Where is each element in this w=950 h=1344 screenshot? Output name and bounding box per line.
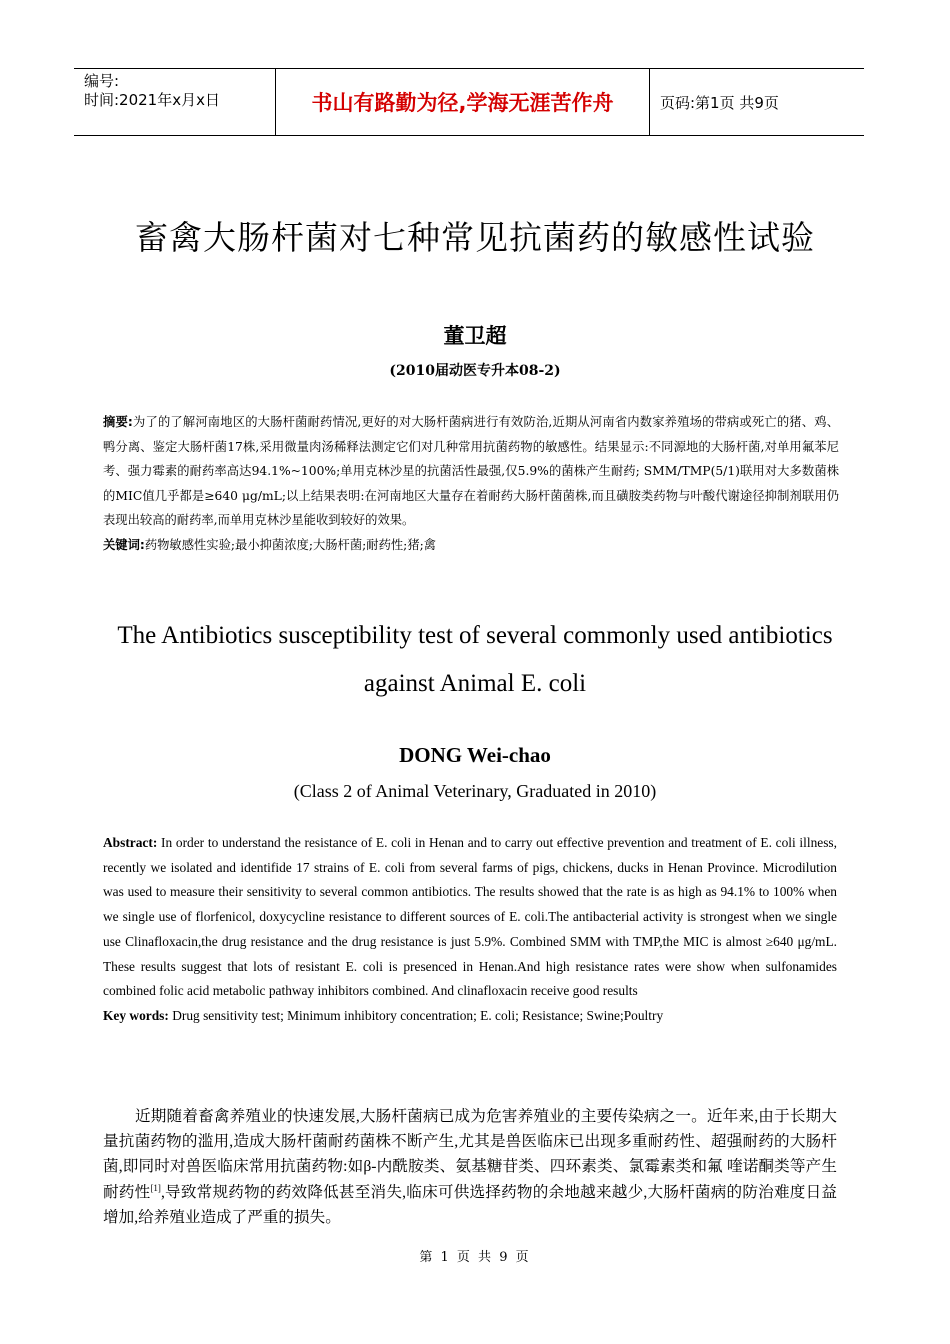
keywords-english-paragraph [103, 1004, 837, 1029]
document-time-label: 时间:2021年x月x日 [84, 91, 220, 109]
abstract-chinese-label: 摘要: [103, 415, 133, 429]
keywords-chinese-text: 药物敏感性实验;最小抑菌浓度;大肠杆菌;耐药性;猪;禽 [144, 537, 437, 552]
header-page-info: 页码:第1页 共9页 [660, 93, 779, 112]
header-motto: 书山有路勤为径,学海无涯苦作舟 [276, 69, 650, 135]
author-chinese: 董卫超 [443, 323, 507, 348]
abstract-english-text: In order to understand the resistance of E. coli in Henan and to carry out effective prevention and treatment of E. coli illness, recently we isolated and identifide 17 strains of E. coli from several farms of pigs, chickens, ducks in Henan Province. Microdilution was used to measure their sensitivity to several common antibiotics. The results showed that the rate is as high as 94.1% to 100% when we single use of florfenicol, doxycycline resistance to different sources of E. coli.The antibacterial activity is strongest when we single use Clinafloxacin,the drug resistance and the drug resistance is just 5.9%. Combined SMM with TMP,the MIC is almost ≥640 μg/mL. These results suggest that lots of resistant E. coli is presenced in Henan.And high resistance rates were show when sulfonamides combined folic acid metabolic pathway inhibitors combined. And clinafloxacin receive good results [103, 835, 837, 999]
class-english: (Class 2 of Animal Veterinary, Graduated in 2010) [293, 781, 657, 801]
keywords-english-text: Drug sensitivity test; Minimum inhibitory concentration; E. coli; Resistance; Swine;Poultry [172, 1007, 664, 1023]
page-footer: 第 1 页 共 9 页 [419, 1250, 531, 1265]
keywords-chinese-label: 关键词: [103, 537, 145, 552]
body-text-part2: ,导致常规药物的药效降低甚至消失,临床可供选择药物的余地越来越少,大肠杆菌病的防治难度日益增加,给养殖业造成了严重的损失。 [103, 1183, 837, 1226]
abstract-chinese [103, 410, 839, 557]
keywords-english-label: Key words: [103, 1007, 169, 1023]
abstract-chinese-text: 为了的了解河南地区的大肠杆菌耐药情况,更好的对大肠杆菌病进行有效防治,近期从河南省内数家养殖场的带病或死亡的猪、鸡、鸭分离、鉴定大肠杆菌17株,采用微量肉汤稀释法测定它们对几种常用抗菌药物的敏感性。结果显示:不同源地的大肠杆菌,对单用氟苯尼考、强力霉素的耐药率高达94.1%~100%;单用克林沙星的抗菌活性最强,仅5.9%的菌株产生耐药; SMM/TMP(5/1)联用对大多数菌株的MIC值几乎都是≥640 μg/mL;以上结果表明:在河南地区大量存在着耐药大肠杆菌菌株,而且磺胺类药物与叶酸代谢途径抑制剂联用仍表现出较高的耐药率,而单用克林沙星能收到较好的效果。 [103, 415, 840, 527]
author-english: DONG Wei-chao [399, 743, 551, 767]
abstract-chinese-paragraph [103, 410, 839, 533]
abstract-english-paragraph [103, 831, 837, 1004]
header-meta [74, 69, 276, 135]
title-chinese: 畜禽大肠杆菌对七种常见抗菌药的敏感性试验 [135, 218, 815, 257]
abstract-english-label: Abstract: [103, 835, 158, 850]
document-number-label: 编号: [84, 72, 120, 90]
title-english: The Antibiotics susceptibility test of several commonly used antibiotics against Animal E. coli [117, 622, 833, 697]
page-header [74, 68, 864, 136]
body-text-part1: 近期随着畜禽养殖业的快速发展,大肠杆菌病已成为危害养殖业的主要传染病之一。近年来,由于长期大量抗菌药物的滥用,造成大肠杆菌耐药菌株不断产生,尤其是兽医临床已出现多重耐药性、超强耐药的大肠杆菌,即同时对兽医临床常用抗菌药物:如β-内酰胺类、氨基糖苷类、四环素类、氯霉素类和氟 喹诺酮类等产生耐药性 [103, 1108, 837, 1201]
keywords-chinese-paragraph [103, 533, 839, 558]
class-chinese: (2010届动医专升本08-2) [389, 363, 561, 379]
citation-reference[interactable]: [1] [150, 1182, 161, 1193]
body-paragraph [103, 1104, 837, 1230]
abstract-english [103, 831, 837, 1029]
